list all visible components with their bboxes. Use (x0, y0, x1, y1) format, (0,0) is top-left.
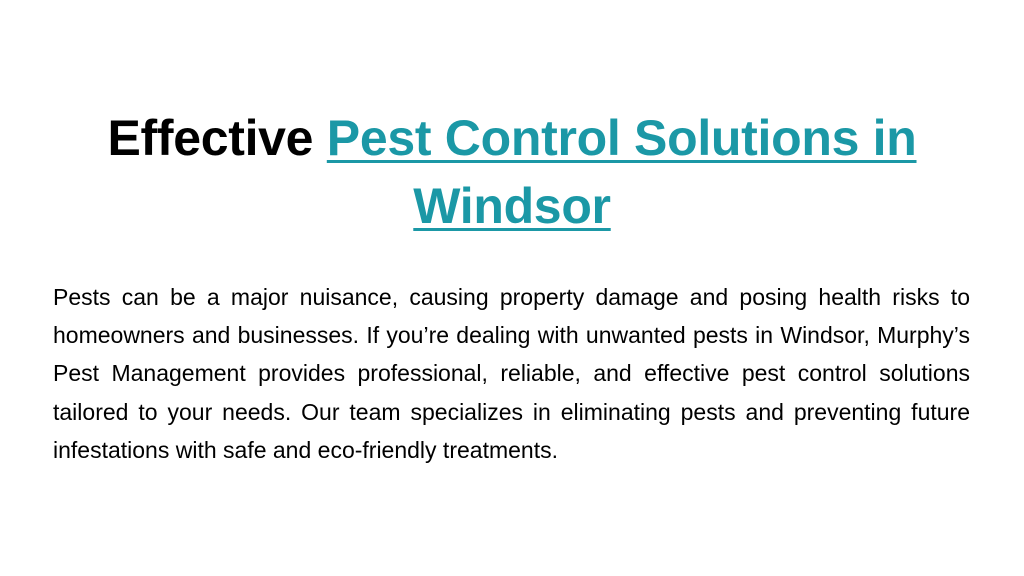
slide-title (60, 104, 964, 240)
body-paragraph: Pests can be a major nuisance, causing property damage and posing health risks to homeowners and businesses. If you’re dealing with unwanted pests in Windsor, Murphy’s Pest Management provides professional, reliable, and effective pest control solutions tailored to your needs. Our team specializes in eliminating pests and preventing future infestations with safe and eco-friendly treatments. (53, 284, 970, 463)
title-link[interactable]: Pest Control Solutions in Windsor (326, 110, 917, 234)
title-prefix: Effective (107, 110, 314, 166)
